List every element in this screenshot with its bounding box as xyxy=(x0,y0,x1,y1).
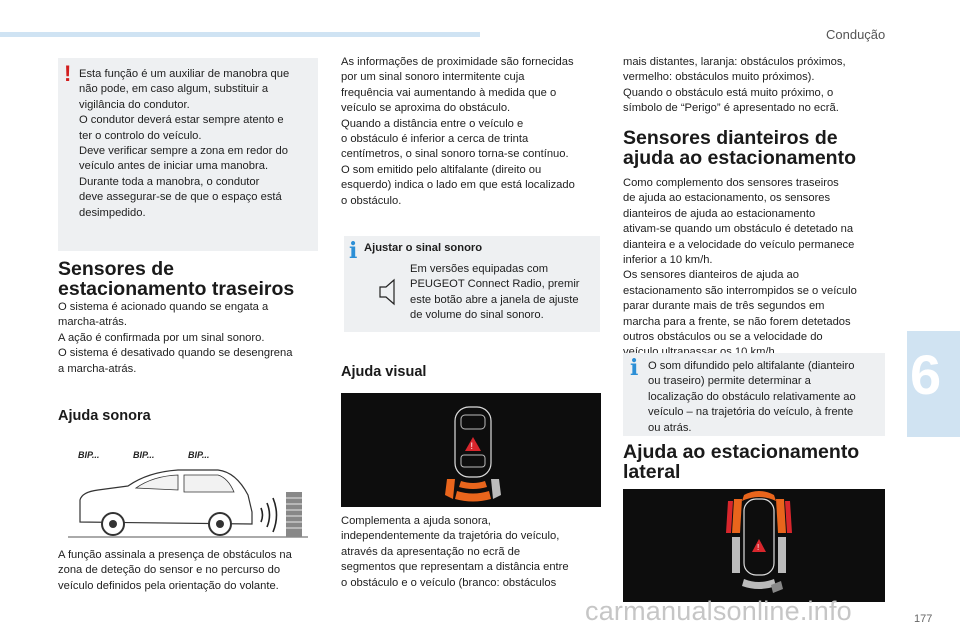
tip-text: Em versões equipadas com PEUGEOT Connect Radio, premir este botão abre a janela de ajuste de volume do sinal sonoro. xyxy=(410,263,580,322)
warning-icon: ! xyxy=(64,61,72,86)
visual-aid-screen xyxy=(341,393,601,507)
page-number: 177 xyxy=(914,613,933,625)
info-icon: i xyxy=(630,355,639,381)
audible-aid-title: Ajuda sonora xyxy=(58,408,151,424)
svg-text:!: ! xyxy=(470,441,474,451)
bip-label: BIP... xyxy=(78,450,100,460)
segments-continued-text: mais distantes, laranja: obstáculos próximos, vermelho: obstáculos muito próximos). Quando o obstáculo está muito próximo, o símbolo de “Perigo” é apresentado no ecrã. xyxy=(623,56,846,115)
header-bar xyxy=(0,32,480,37)
bip-label: BIP... xyxy=(188,450,210,460)
watermark: carmanualsonline.info xyxy=(585,596,852,626)
chapter-number: 6 xyxy=(910,343,942,406)
visual-aid-text: Complementa a ajuda sonora, independentemente da trajetória do veículo, através da apresentação no ecrã de segmentos que representam a distância entre o obstáculo e o veículo (branco: obstáculos xyxy=(341,515,569,589)
section-title: Condução xyxy=(826,27,886,42)
speaker-location-text: O som difundido pelo altifalante (dianteiro ou traseiro) permite determinar a localização do obstáculo relativamente ao veículo – na trajetória do veículo, à frente ou atrás. xyxy=(648,360,856,434)
rear-sensors-text: O sistema é acionado quando se engata a marcha-atrás. A ação é confirmada por um sinal sonoro. O sistema é desativado quando se desengrena a marcha-atrás. xyxy=(58,301,293,375)
proximity-text: As informações de proximidade são fornecidas por um sinal sonoro intermitente cuja frequência vai aumentando à medida que o veículo se aproxima do obstáculo. Quando a distância entre o veículo e o obstáculo é inferior a cerca de trinta centímetros, o sinal sonoro torna-se contínuo. O som emitido pelo altifalante (direito ou esquerdo) indica o lado em que está localizado o obstáculo. xyxy=(341,56,575,207)
front-sensors-text: Como complemento dos sensores traseiros de ajuda ao estacionamento, os sensores dianteiros de ajuda ao estacionamento ativam-se quando um obstáculo é detetado na dianteira e a velocidade do veículo permanece inferior a 10 km/h. Os sensores dianteiros de ajuda ao estacionamento são interrompidos se o veículo parar durante mais de três segundos em marcha para a frente, se não forem detetados outros obstáculos ou se a velocidade do xyxy=(623,177,857,344)
tip-title: Ajustar o sinal sonoro xyxy=(364,242,483,254)
front-sensors-title: Sensores dianteiros de ajuda ao estacionamento xyxy=(623,127,856,169)
svg-text:!: ! xyxy=(757,543,760,552)
car-sensor-illustration xyxy=(58,440,320,540)
lateral-parking-title: Ajuda ao estacionamento lateral xyxy=(623,441,860,483)
visual-aid-title: Ajuda visual xyxy=(341,364,427,380)
rear-sensors-title: Sensores de estacionamento traseiros xyxy=(58,258,295,300)
speaker-button-icon xyxy=(378,277,400,312)
audible-aid-text: A função assinala a presença de obstáculos na zona de deteção do sensor e no percurso do veículo definidos pela orientação do volante. xyxy=(58,549,292,592)
lateral-parking-screen xyxy=(623,489,885,602)
bip-label: BIP... xyxy=(133,450,155,460)
info-icon: i xyxy=(349,238,358,264)
warning-text: Esta função é um auxiliar de manobra que não pode, em caso algum, substituir a vigilância do condutor. O condutor deverá estar sempre atento e ter o controlo do veículo. Deve verificar sempre a zona em redor do veículo antes de iniciar uma manobra. Durante toda a manobra, o condutor deve assegurar-se de que o espaço está desimpedido. xyxy=(79,68,290,219)
